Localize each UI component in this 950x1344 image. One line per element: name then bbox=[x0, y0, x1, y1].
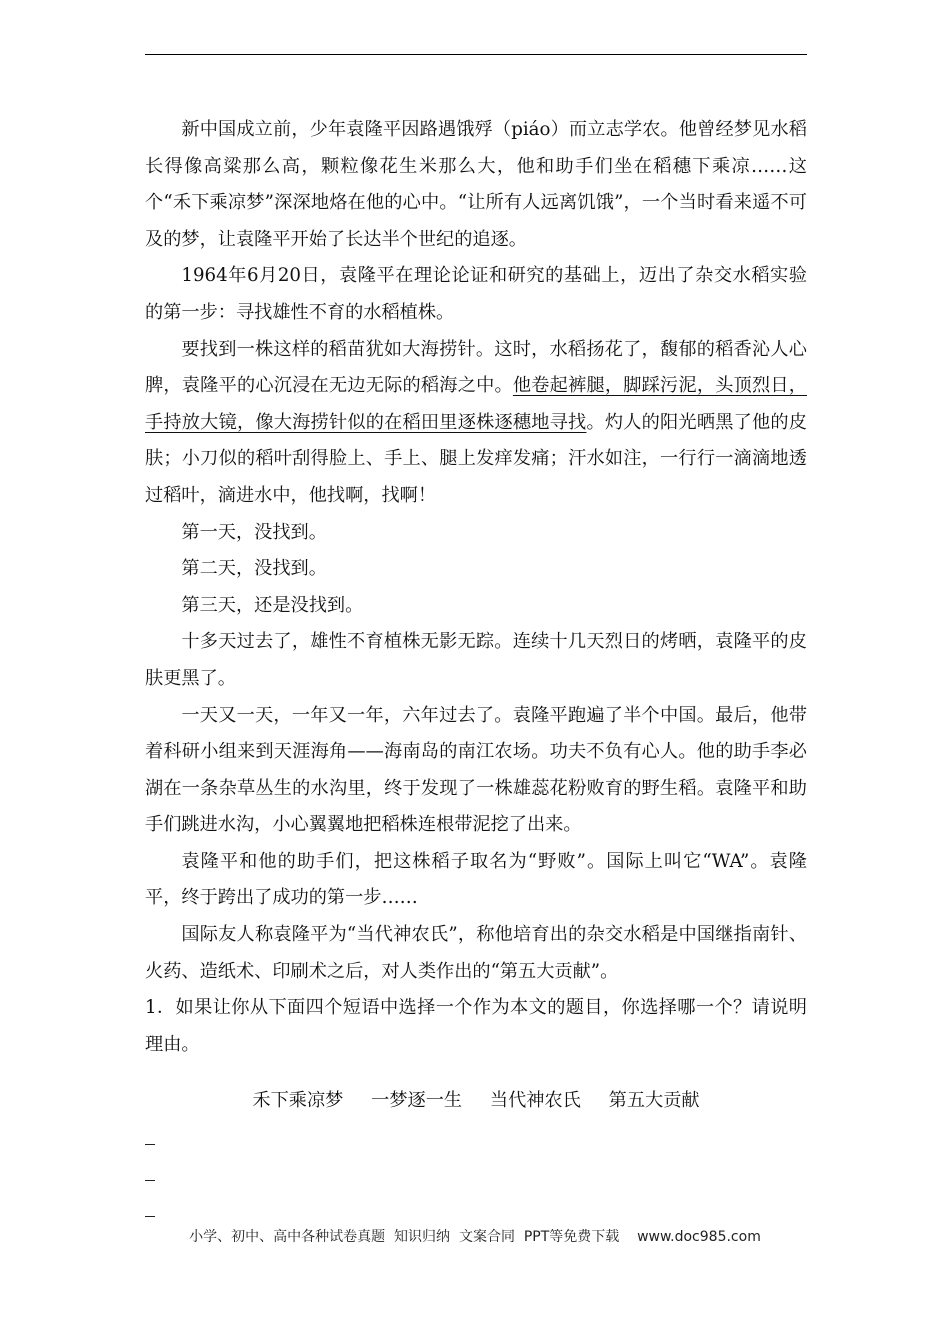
paragraph-2: 1964年6月20日，袁隆平在理论论证和研究的基础上，迈出了杂交水稻实验的第一步：寻找雄性不育的水稻植株。 bbox=[145, 265, 807, 323]
header-rule bbox=[145, 54, 807, 55]
paragraph-4: 第一天，没找到。 bbox=[181, 521, 327, 543]
paragraph-10: 国际友人称袁隆平为“当代神农氏”，称他培育出的杂交水稻是中国继指南针、火药、造纸术、印刷术之后，对人类作出的“第五大贡献”。 bbox=[145, 924, 807, 982]
option-1: 禾下乘凉梦 bbox=[252, 1090, 344, 1111]
article-body bbox=[145, 112, 807, 1063]
option-2: 一梦逐一生 bbox=[371, 1090, 463, 1111]
page-footer bbox=[0, 1226, 950, 1246]
option-4: 第五大贡献 bbox=[608, 1090, 700, 1111]
underlined-sentence: 他卷起裤腿，脚踩污泥，头顶烈日，手持放大镜，像大海捞针似的在稻田里逐株逐穗地寻找 bbox=[145, 375, 807, 433]
paragraph-3-part-b: 。灼人的阳光晒黑了他的皮肤；小刀似的稻叶刮得脸上、手上、腿上发痒发痛；汗水如注，一行行一滴滴地透过稻叶，滴进水中，他找啊，找啊！ bbox=[145, 411, 807, 506]
title-options bbox=[145, 1083, 807, 1120]
footer-url[interactable]: www.doc985.com bbox=[637, 1229, 761, 1245]
answer-blank-line-1[interactable] bbox=[145, 1144, 155, 1145]
paragraph-3 bbox=[145, 332, 807, 515]
paragraph-6: 第三天，还是没找到。 bbox=[181, 594, 364, 616]
paragraph-8: 一天又一天，一年又一年，六年过去了。袁隆平跑遍了半个中国。最后，他带着科研小组来到天涯海角——海南岛的南江农场。功夫不负有心人。他的助手李必湖在一条杂草丛生的水沟里，终于发现了一株雄蕊花粉败育的野生稻。袁隆平和助手们跳进水沟，小心翼翼地把稻株连根带泥挖了出来。 bbox=[145, 704, 807, 836]
paragraph-5: 第二天，没找到。 bbox=[181, 558, 327, 580]
answer-blank-line-2[interactable] bbox=[145, 1180, 155, 1181]
paragraph-3-part-a: 要找到一株这样的稻苗犹如大海捞针。这时，水稻扬花了，馥郁的稻香沁人心脾，袁隆平的心沉浸在无边无际的稻海之中。 bbox=[145, 338, 807, 397]
footer-text: 小学、初中、高中各种试卷真题 知识归纳 文案合同 PPT等免费下载 bbox=[189, 1229, 620, 1245]
question-1: 1．如果让你从下面四个短语中选择一个作为本文的题目，你选择哪一个？请说明理由。 bbox=[145, 997, 807, 1055]
paragraph-1: 新中国成立前，少年袁隆平因路遇饿殍（piáo）而立志学农。他曾经梦见水稻长得像高粱那么高，颗粒像花生米那么大，他和助手们坐在稻穗下乘凉……这个“禾下乘凉梦”深深地烙在他的心中。“让所有人远离饥饿”，一个当时看来遥不可及的梦，让袁隆平开始了长达半个世纪的追逐。 bbox=[145, 119, 807, 250]
paragraph-7: 十多天过去了，雄性不育植株无影无踪。连续十几天烈日的烤晒，袁隆平的皮肤更黑了。 bbox=[145, 631, 807, 689]
paragraph-9: 袁隆平和他的助手们，把这株稻子取名为“野败”。国际上叫它“WA”。袁隆平，终于跨出了成功的第一步…… bbox=[145, 850, 807, 909]
answer-blank-line-3[interactable] bbox=[145, 1216, 155, 1217]
option-3: 当代神农氏 bbox=[489, 1090, 581, 1111]
